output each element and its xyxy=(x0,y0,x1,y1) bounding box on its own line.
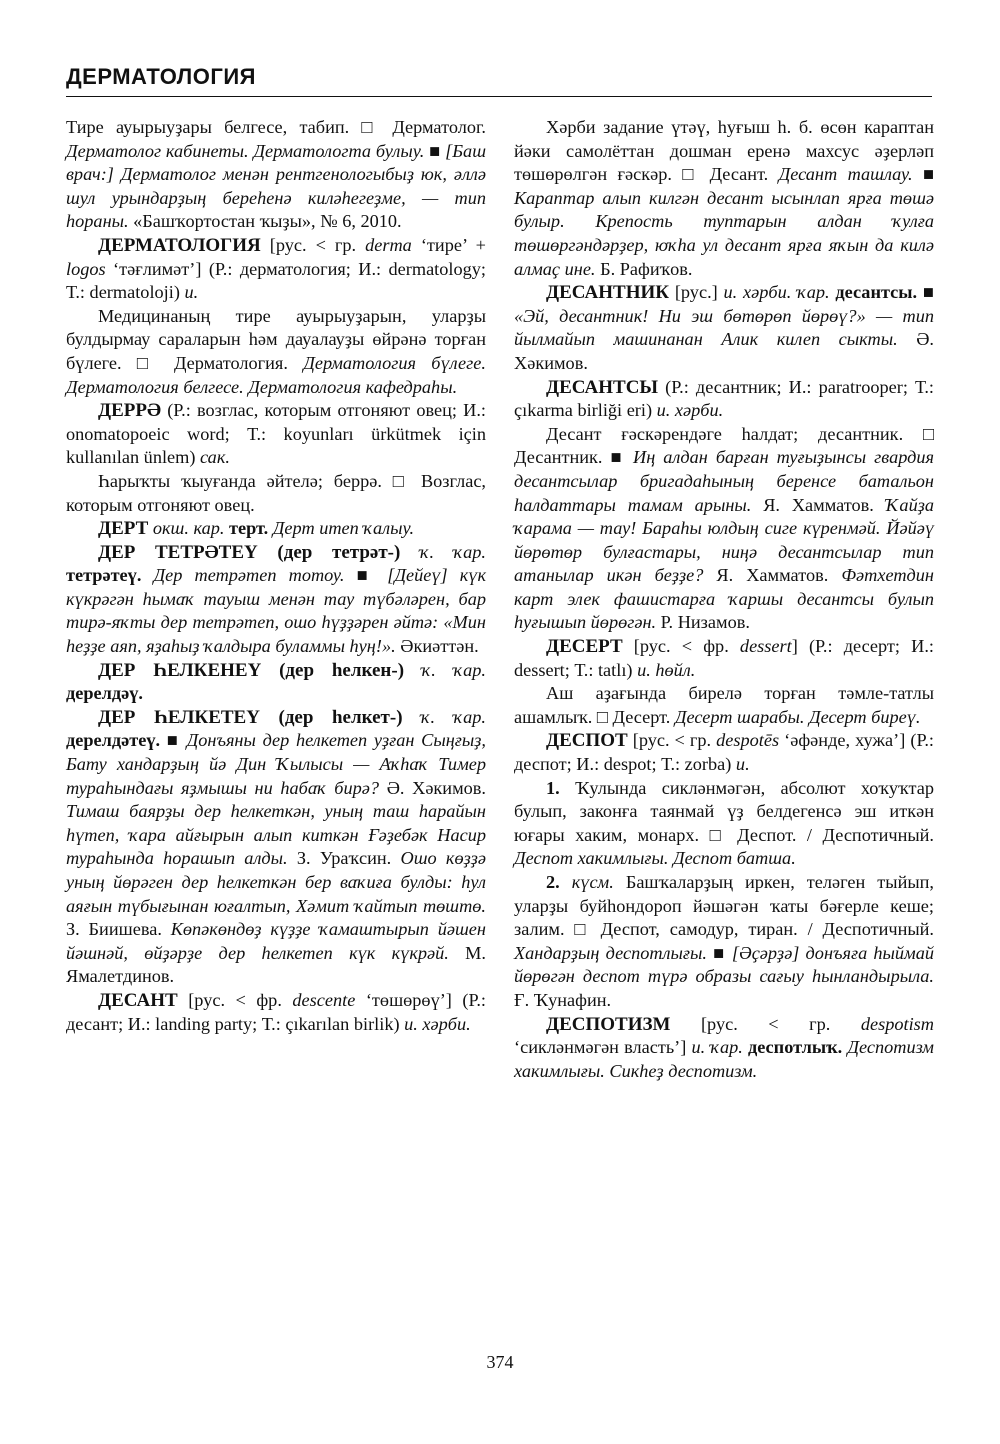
entry-paragraph: Десант ғәскәрендәге һалдат; десантник. □ Десантник. ■ Иң алдан барған туғыҙынсы гвардия десантсылар бригадаһының беренсе батальон һалдаттары тамам арыны. Я. Хамматов. Ҡайҙа ҡарама — тау! Бараһы юлдың сиге күренмәй. Йәйәү йөрөтөр булғастары, ниңә десантсылар тип атанылар икән беҙҙе? Я. Хамматов. Фәтхетдин карт элек фашистарға ҡаршы десантсы булып һуғышып йөрөгән. Р. Низамов. xyxy=(514,423,934,633)
entry-despot: ДЕСПОТ [рус. < гр. despotēs ‘әфәнде, хужа’] (Р.: деспот; И.: despot; Т.: zorba) и. xyxy=(514,730,934,775)
entry-paragraph: Медицинаның тире ауырыуҙарын, уларҙы булдырмау сараларын һәм дауалауҙы өйрәнә торған бүлеге. □ Дерматология. Дерматология бүлеге. Дерматология белгесе. Дерматология кафедраһы. xyxy=(66,305,486,397)
entry-dert: ДЕРТ окш. кар. терт. Дерт итеп ҡалыу. xyxy=(98,518,415,540)
entry-paragraph: Һарыҡты ҡыуғанда әйтелә; беррә. □ Возглас, которым отгоняют овец. xyxy=(66,470,486,515)
right-column xyxy=(514,116,934,1083)
entry-der-helkeneu: ДЕР ҺЕЛКЕНЕҮ (дер һелкен-) ҡ. ҡар. дерелдәү. xyxy=(66,659,487,704)
page-number: 374 xyxy=(486,1352,514,1372)
running-head: ДЕРМАТОЛОГИЯ xyxy=(66,64,256,89)
entry-paragraph: Хәрби задание үтәү, һуғыш һ. б. өсөн карaптан йәки самолёттан дошман еренә махсус әҙерләп төшөрөлгән ғәскәр. □ Десант. Десант ташлау. ■ Карaптар алып килгән десант ысынлап ярға төшә булыр. Крепость туптарын алдан ҡулға төшөргәндәрҙер, юҡһа ул десант ярға яҡын да килә алмаҫ ине. Б. Рафиҡов. xyxy=(514,117,934,279)
left-column xyxy=(66,116,486,1036)
entry-derra: ДЕРРӘ (Р.: возглас, которым отгоняют овец; И.: onomatopoeic word; Т.: koyunları ürkütmek için kullanılan ünlem) сак. xyxy=(66,400,486,468)
entry-paragraph: Тире ауырыуҙары белгесе, табип. □ Дерматолог. Дерматолог кабинеты. Дерматологта булыу. ■ [Баш врач:] Дерматолог менән рентгенологыбыҙ юк, әллә шул урындарҙың береһенә киләһегеҙме, — тип һораны. «Башҡортостан ҡыҙы», № 6, 2010. xyxy=(66,117,486,232)
entry-paragraph: 2. күсм. Башҡаларҙың иркен, теләген тыйып, уларҙы буйһондороп йәшәгән ҡаты бәғерле кеше; залим. □ Деспот, самодур, тиран. / Деспотичный. Хандарҙың деспотлығы. ■ [Әҫәрҙә] донъяға һыймай йөрөгән деспот түрә образы сағыу һынландырыла. Ғ. Ҡунафин. xyxy=(514,872,935,1010)
entry-paragraph: 1. Ҡулында сикләнмәгән, абсолют хоҡуҡтар булып, законға таянмай үҙ белдегенсә эш иткән юғары хаким, монарх. □ Деспот. / Деспотичный. Деспот хакимлығы. Деспот батша. xyxy=(514,777,934,869)
entry-desant: ДЕСАНТ [рус. < фр. descente ‘төшөрөү’] (Р.: десант; И.: landing party; Т.: çıkarılan birlik) и. хәрби. xyxy=(66,989,486,1034)
entry-der-tetrateu: ДЕР ТЕТРӘТЕҮ (дер тетрәт-) ҡ. ҡар. тетрәтеү. Дер тетрәтеп тотоу. ■ [Дейеү] күк күкрәгән һымаҡ тауыш менән тау түбәләрен, бар тирә-яҡты дер тетрәтеп, ошо һүҙҙәрен әйтә: «Мин һеҙҙе аяп, яҙаһыҙ ҡалдыра буламмы һуң!». Әкиәттән. xyxy=(66,541,487,657)
entry-despotizm: ДЕСПОТИЗМ [рус. < гр. despotism ‘сикләнмәгән власть’] и. ҡар. деспотлыҡ. Деспотизм хакимлығы. Сикһеҙ деспотизм. xyxy=(514,1013,934,1081)
entry-dermatologiya: ДЕРМАТОЛОГИЯ [рус. < гр. derma ‘тире’ + logos ‘тәғлимәт’] (Р.: дерматология; И.: dermatology; Т.: dermatoloji) и. xyxy=(66,234,486,303)
header-rule xyxy=(66,96,932,97)
entry-desantsy: ДЕСАНТСЫ (Р.: десантник; И.: paratrooper; Т.: çıkarma birliği eri) и. хәрби. xyxy=(514,376,934,421)
entry-der-helketeu: ДЕР ҺЕЛКЕТЕҮ (дер һелкет-) ҡ. ҡар. дерелдәтеү. ■ Донъяны дер һелкетеп уҙған Сыңғыҙ, Бату хандарҙың йә Дин Ҡылысы — Аҡһаҡ Тимер тураһындағы яҙмышы ни һабаҡ бирә? Ә. Хәкимов. Тимаш баярҙы дер һелкеткән, уның таш һарайын һүтеп, ҡара айғырын алып киткән Ғәҙебәк Насир тураһында һорашып алды. З. Ураҡсин. Ошо көҙҙә уның йөрәген дер һелкеткән бер ваҡиға булды: һул аяғын түбығынан юғалтып, Хәмит ҡайтып төштө. З. Биишева. Көпәкөндөҙ күҙҙе ҡамаштырып йәшен йәшнәй, өйҙәрҙе дер һелкетеп күк күкрәй. М. Ямалетдинов. xyxy=(66,706,487,987)
entry-paragraph: Аш аҙағында бирелә торған тәмле-татлы ашамлыҡ. □ Десерт. Десерт шарабы. Десерт биреү. xyxy=(514,683,934,727)
entry-desert: ДЕСЕРТ [рус. < фр. dessert] (Р.: десерт; И.: dessert; Т.: tatlı) и. һөйл. xyxy=(514,636,934,680)
entry-desantnik: ДЕСАНТНИК [рус.] и. хәрби. ҡар. десантсы. ■ «Эй, десантник! Ни эш бөтөрөп йөрөү?» — тип йылмайып машинанан Алик килеп сыкты. Ә. Хәкимов. xyxy=(514,282,934,373)
